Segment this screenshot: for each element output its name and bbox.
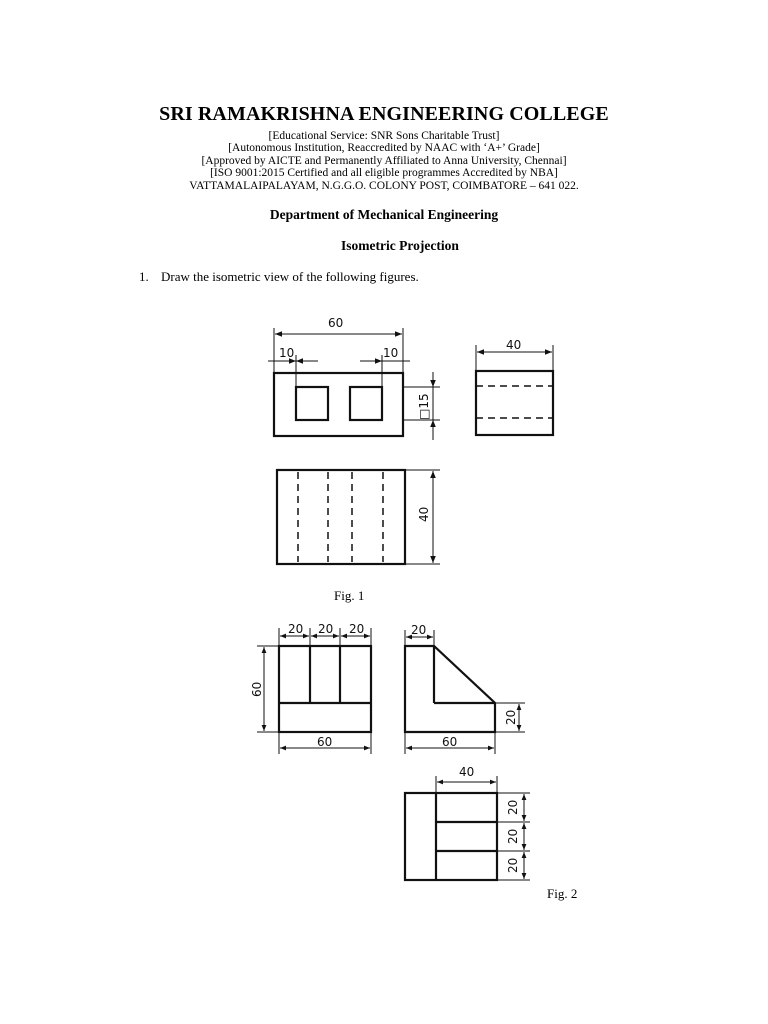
- address-line-5: VATTAMALAIPALAYAM, N.G.G.O. COLONY POST, COIMBATORE – 641 022.: [189, 179, 579, 192]
- fig2-dim-seg3: 20: [349, 622, 365, 636]
- fig1-dim-60: 60: [328, 316, 344, 330]
- fig1-dim-40-side: 40: [506, 338, 522, 352]
- address-line-2: [Autonomous Institution, Reaccredited by NAAC with ‘A+’ Grade]: [228, 142, 540, 155]
- fig1-dim-40-top: 40: [417, 506, 431, 522]
- question-text: Draw the isometric view of the following figures.: [161, 269, 419, 284]
- fig2-dim-front-width: 60: [317, 735, 333, 749]
- fig2-dim-top-r1: 20: [506, 799, 520, 815]
- address-line-3: [Approved by AICTE and Permanently Affiliated to Anna University, Chennai]: [201, 154, 567, 167]
- fig2-dim-height: 60: [250, 681, 264, 697]
- department-title: Department of Mechanical Engineering: [269, 207, 499, 222]
- fig1-dim-10-left: 10: [279, 346, 295, 360]
- fig2-dim-seg1: 20: [288, 622, 304, 636]
- college-name: SRI RAMAKRISHNA ENGINEERING COLLEGE: [159, 103, 609, 125]
- question-number: 1.: [139, 269, 149, 284]
- fig2-dim-top-r3: 20: [506, 857, 520, 873]
- fig2-dim-top-r2: 20: [506, 828, 520, 844]
- fig2-front-view: [279, 646, 371, 732]
- fig2-dim-side-step: 20: [504, 709, 518, 725]
- fig2-side-view: [405, 646, 495, 732]
- fig1-dim-10-right: 10: [383, 346, 399, 360]
- fig2-caption: Fig. 2: [547, 886, 578, 901]
- fig2-dim-top-width: 40: [459, 765, 475, 779]
- fig1-dim-square-15: □15: [417, 393, 431, 420]
- fig2-dim-side-top: 20: [411, 623, 427, 637]
- fig2-dim-seg2: 20: [318, 622, 334, 636]
- fig2-dim-side-width: 60: [442, 735, 458, 749]
- topic-title: Isometric Projection: [341, 238, 459, 253]
- address-line-4: [ISO 9001:2015 Certified and all eligible programmes Accredited by NBA]: [210, 167, 558, 180]
- fig2-top-view: [405, 793, 497, 880]
- address-line-1: [Educational Service: SNR Sons Charitable Trust]: [268, 130, 500, 142]
- fig1-caption: Fig. 1: [334, 588, 365, 603]
